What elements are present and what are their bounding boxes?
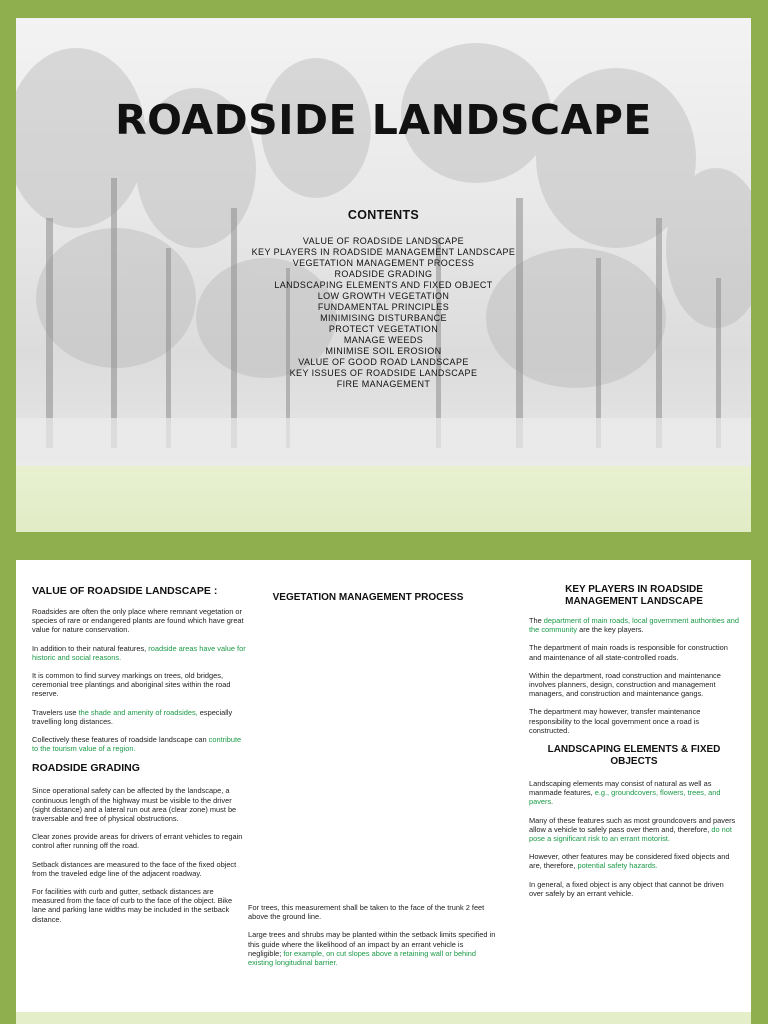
paragraph: The department of main roads is responsible for construction and maintenance of all state-controlled roads. <box>529 643 728 662</box>
toc-item: MINIMISING DISTURBANCE <box>320 313 447 323</box>
green-band <box>16 1012 751 1024</box>
toc-item: VALUE OF GOOD ROAD LANDSCAPE <box>298 357 469 367</box>
paragraph: Within the department, road construction and maintenance involves planners, design, construction and management managers, and construction and maintenance gangs. <box>529 670 721 699</box>
key-players-heading: KEY PLAYERS IN ROADSIDE MANAGEMENT LANDSCAPE <box>565 584 703 607</box>
paragraph: The department may however, transfer maintenance responsibility to the local government once a road is constructed. <box>529 707 701 735</box>
highlight-text: the shade and amenity of roadsides, <box>78 707 198 717</box>
toc-item: PROTECT VEGETATION <box>328 324 439 334</box>
table-of-contents <box>16 236 751 390</box>
paragraph: Travelers use the shade and amenity of roadsides, especially travelling long distances. <box>32 707 233 726</box>
paragraph: Roadsides are often the only place where remnant vegetation or species of rare or endangered plants are found which have great value for nature conservation. <box>32 607 244 635</box>
green-band <box>16 466 751 532</box>
toc-item: ROADSIDE GRADING <box>334 269 433 279</box>
highlight-text: department of main roads, local government authorities and the community <box>529 616 739 635</box>
highlight-text: do not pose a significant risk to an errant motorist. <box>529 824 732 844</box>
paragraph: In addition to their natural features, roadside areas have value for historic and social reasons. <box>32 643 246 662</box>
toc-item: VEGETATION MANAGEMENT PROCESS <box>292 258 475 268</box>
paragraph: For trees, this measurement shall be taken to the face of the trunk 2 feet above the ground line. <box>248 903 485 922</box>
paragraph: However, other features may be considered fixed objects and are, therefore, potential safety hazards. <box>529 852 730 871</box>
toc-item: LOW GROWTH VEGETATION <box>317 291 450 301</box>
paragraph: Collectively these features of roadside landscape can contribute to the tourism value of a region. <box>32 735 242 754</box>
toc-item: FUNDAMENTAL PRINCIPLES <box>317 302 450 312</box>
highlight-text: contribute to the tourism value of a region. <box>32 735 242 754</box>
paragraph: Landscaping elements may consist of natural as well as manmade features, e.g., groundcovers, flowers, trees, and pavers. <box>529 779 721 807</box>
cover-page <box>16 18 751 532</box>
toc-item: VALUE OF ROADSIDE LANDSCAPE <box>302 236 465 246</box>
content-page <box>16 560 751 1024</box>
paragraph: In general, a fixed object is any object that cannot be driven over safely by an errant vehicle. <box>529 879 724 898</box>
value-heading: VALUE OF ROADSIDE LANDSCAPE : <box>32 585 218 597</box>
paragraph: Since operational safety can be affected by the landscape, a continuous length of the highway must be visible to the driver (sight distance) and a lateral run out area (clear zone) must be traversable and free of physical obstructions. <box>32 786 237 824</box>
toc-item: MANAGE WEEDS <box>343 335 424 345</box>
paragraph: For facilities with curb and gutter, setback distances are measured from the face of curb to the face of the object. Bike lane and parking lane widths may be included in the setback distance. <box>32 887 233 924</box>
middle-column <box>248 560 498 968</box>
highlight-text: e.g., groundcovers, flowers, trees, and pavers. <box>529 788 721 807</box>
toc-item: MINIMISE SOIL EROSION <box>325 346 442 356</box>
left-column <box>32 560 247 933</box>
middle-body <box>248 903 498 976</box>
paragraph: Setback distances are measured to the face of the fixed object from the traveled edge line of the adjacent roadway. <box>32 859 237 878</box>
toc-item: LANDSCAPING ELEMENTS AND FIXED OBJECT <box>274 280 493 290</box>
toc-item: FIRE MANAGEMENT <box>336 379 431 389</box>
vegetation-heading: VEGETATION MANAGEMENT PROCESS <box>272 592 464 603</box>
highlight-text: for example, on cut slopes above a retaining wall or behind existing longitudinal barrier. <box>248 948 477 968</box>
grading-heading: ROADSIDE GRADING <box>32 762 140 775</box>
right-column <box>529 560 739 907</box>
paragraph: Many of these features such as most groundcovers and pavers allow a vehicle to safely pass over them and, therefore, do not pose a significant risk to an errant motorist. <box>529 815 736 844</box>
paragraph: Large trees and shrubs may be planted within the setback limits specified in this guide where the likelihood of an impact by an errant vehicle is negligible; for example, on cut slopes above a retaining wall or behind existing longitudinal barrier. <box>248 930 496 968</box>
toc-item: KEY PLAYERS IN ROADSIDE MANAGEMENT LANDSCAPE <box>251 247 516 257</box>
highlight-text: roadside areas have value for historic and social reasons. <box>32 643 246 662</box>
paragraph: It is common to find survey markings on trees, old bridges, ceremonial tree plantings and aboriginal sites within the road reserve. <box>32 671 231 699</box>
paragraph: Clear zones provide areas for drivers of errant vehicles to regain control after running off the road. <box>32 832 243 851</box>
highlight-text: potential safety hazards. <box>577 861 658 871</box>
contents-heading: CONTENTS <box>347 208 420 222</box>
landscaping-heading: LANDSCAPING ELEMENTS & FIXED OBJECTS <box>547 744 721 767</box>
toc-item: KEY ISSUES OF ROADSIDE LANDSCAPE <box>289 368 478 378</box>
document-title: ROADSIDE LANDSCAPE <box>115 96 652 144</box>
paragraph: The department of main roads, local government authorities and the community are the key players. <box>529 616 739 635</box>
